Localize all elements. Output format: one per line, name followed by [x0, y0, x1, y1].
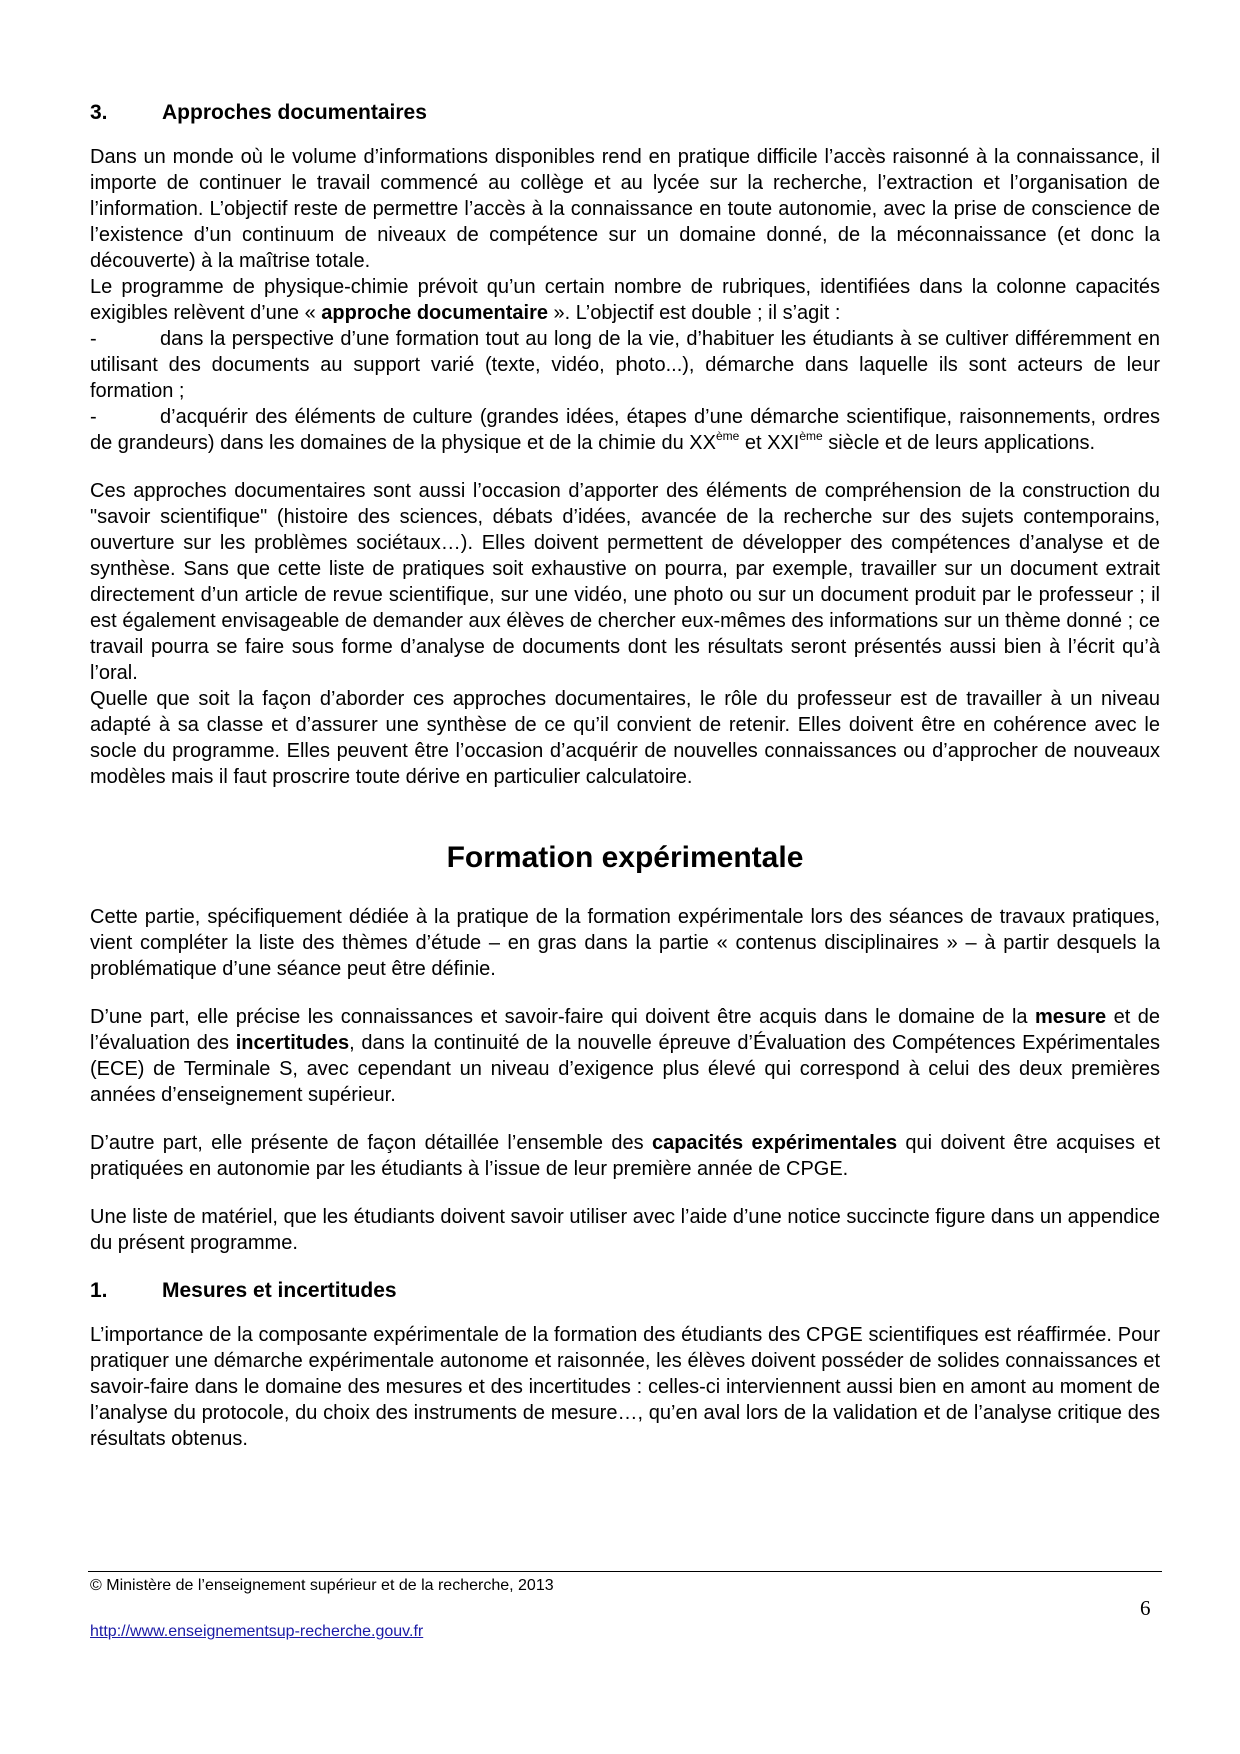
section-1-heading	[90, 1278, 1160, 1304]
formation-paragraph-2	[90, 1004, 1160, 1108]
superscript-eme-1: ème	[715, 429, 740, 443]
footer-website-link[interactable]: http://www.enseignementsup-recherche.gouv.fr	[90, 1623, 424, 1640]
footer-copyright: © Ministère de l’enseignement supérieur et de la recherche, 2013	[90, 1577, 554, 1594]
formation-paragraph-4: Une liste de matériel, que les étudiants doivent savoir utiliser avec l’aide d’une notice succincte figure dans un appendice du présent programme.	[90, 1206, 1160, 1254]
page-number: 6	[1140, 1596, 1151, 1620]
bullet-dash: -	[90, 328, 97, 350]
superscript-eme-2: ème	[799, 429, 823, 443]
bullet-dash: -	[90, 406, 97, 428]
paragraph-gap	[90, 982, 1160, 1004]
formation-paragraph-3	[90, 1130, 1160, 1182]
para-text: , dans la continuité de la nouvelle épreuve d’Évaluation des Compétences Expérimentales (ECE) de Terminale S, avec cependant un niveau d’exigence plus élevé qui correspond à celui des deux premières années d’enseignement supérieur.	[90, 1032, 1160, 1106]
paragraph-gap	[90, 1108, 1160, 1130]
paragraph-gap	[90, 1182, 1160, 1204]
formation-experimentale-title: Formation expérimentale	[446, 841, 804, 874]
section-1-title: Mesures et incertitudes	[162, 1279, 397, 1302]
section-1-paragraph-1: L’importance de la composante expérimentale de la formation des étudiants des CPGE scientifiques est réaffirmée. Pour pratiquer une démarche expérimentale autonome et raisonnée, les élèves doivent posséder de solides connaissances et savoir-faire dans le domaine des mesures et des incertitudes : celles-ci interviennent aussi bien en amont au moment de l’analyse du protocole, du choix des instruments de mesure…, qu’en aval lors de la validation et de l’analyse critique des résultats obtenus.	[90, 1324, 1160, 1450]
mesure-bold: mesure	[1035, 1006, 1107, 1028]
section-3-paragraph-4: Quelle que soit la façon d’aborder ces approches documentaires, le rôle du professeur est de travailler à un niveau adapté à sa classe et d’assurer une synthèse de ce qu’il convient de retenir. Elles doivent être en cohérence avec le socle du programme. Elles peuvent être l’occasion d’acquérir de nouvelles connaissances ou d’approcher de nouveaux modèles mais il faut proscrire toute dérive en particulier calculatoire.	[90, 688, 1160, 788]
incertitudes-bold: incertitudes	[235, 1032, 350, 1054]
bullet-item-1-text: dans la perspective d’une formation tout au long de la vie, d’habituer les étudiants à se cultiver différemment en utilisant des documents au support varié (texte, vidéo, photo...), démarche dans laquelle ils sont acteurs de leur formation ;	[90, 328, 1160, 402]
bullet-item-2-text-start: d’acquérir des éléments de culture (grandes idées, étapes d’une démarche scientifique, raisonnements, ordres de grandeurs) dans les domaines de la physique et de la chimie du XX	[90, 406, 1160, 454]
paragraph-gap	[90, 1256, 1160, 1278]
section-3-paragraph-2	[90, 274, 1160, 326]
para-text: D’autre part, elle présente de façon détaillée l’ensemble des	[90, 1132, 652, 1154]
section-3-paragraph-1: Dans un monde où le volume d’informations disponibles rend en pratique difficile l’accès raisonné à la connaissance, il importe de continuer le travail commencé au collège et au lycée sur la recherche, l’extraction et l’organisation de l’information. L’objectif reste de permettre l’accès à la connaissance en toute autonomie, avec la prise de conscience de l’existence d’un continuum de niveaux de compétence sur un domaine donné, de la méconnaissance (et donc la découverte) à la maîtrise totale.	[90, 146, 1160, 272]
bullet-item-2-text-end: siècle et de leurs applications.	[822, 432, 1096, 454]
paragraph-gap	[90, 456, 1160, 478]
bullet-item-2-text-mid: et XXI	[739, 432, 800, 454]
section-3-heading	[90, 100, 1160, 126]
section-3-number: 3.	[90, 101, 108, 124]
para-text: qui doivent être acquises et pratiquées en autonomie par les étudiants à l’issue de leur première année de CPGE.	[90, 1132, 1160, 1180]
capacites-experimentales-bold: capacités expérimentales	[651, 1132, 898, 1154]
formation-paragraph-1: Cette partie, spécifiquement dédiée à la pratique de la formation expérimentale lors des séances de travaux pratiques, vient compléter la liste des thèmes d’étude – en gras dans la partie « contenus disciplinaires » – à partir desquels la problématique d’une séance peut être définie.	[90, 906, 1160, 980]
section-1-number: 1.	[90, 1279, 108, 1302]
para2-text-end: ». L’objectif est double ; il s’agit :	[547, 302, 841, 324]
para-text: et de l’évaluation des	[90, 1006, 1161, 1054]
bullet-item-2	[90, 404, 1160, 456]
section-3-title: Approches documentaires	[162, 101, 427, 124]
footer-divider	[88, 1571, 1162, 1572]
approche-documentaire-bold: approche documentaire	[321, 302, 548, 324]
para2-text-start: Le programme de physique-chimie prévoit qu’un certain nombre de rubriques, identifiées dans la colonne capacités exigibles relèvent d’une «	[90, 276, 1160, 324]
section-3-paragraph-3: Ces approches documentaires sont aussi l’occasion d’apporter des éléments de compréhension de la construction du "savoir scientifique" (histoire des sciences, débats d’idées, avancée de la recherche sur des sujets contemporains, ouverture sur les problèmes sociétaux…). Elles doivent permettent de développer des compétences d’analyse et de synthèse. Sans que cette liste de pratiques soit exhaustive on pourra, par exemple, travailler sur un document extrait directement d’un article de revue scientifique, sur une vidéo, une photo ou sur un document produit par le professeur ; il est également envisageable de demander aux élèves de chercher eux-mêmes des informations sur un thème donné ; ce travail pourra se faire sous forme d’analyse de documents dont les résultats seront présentés aussi bien à l’écrit qu’à l’oral.	[90, 480, 1160, 684]
bullet-item-1	[90, 326, 1160, 404]
page-content	[90, 100, 1160, 1452]
para-text: D’une part, elle précise les connaissances et savoir-faire qui doivent être acquis dans le domaine de la	[90, 1006, 1036, 1028]
